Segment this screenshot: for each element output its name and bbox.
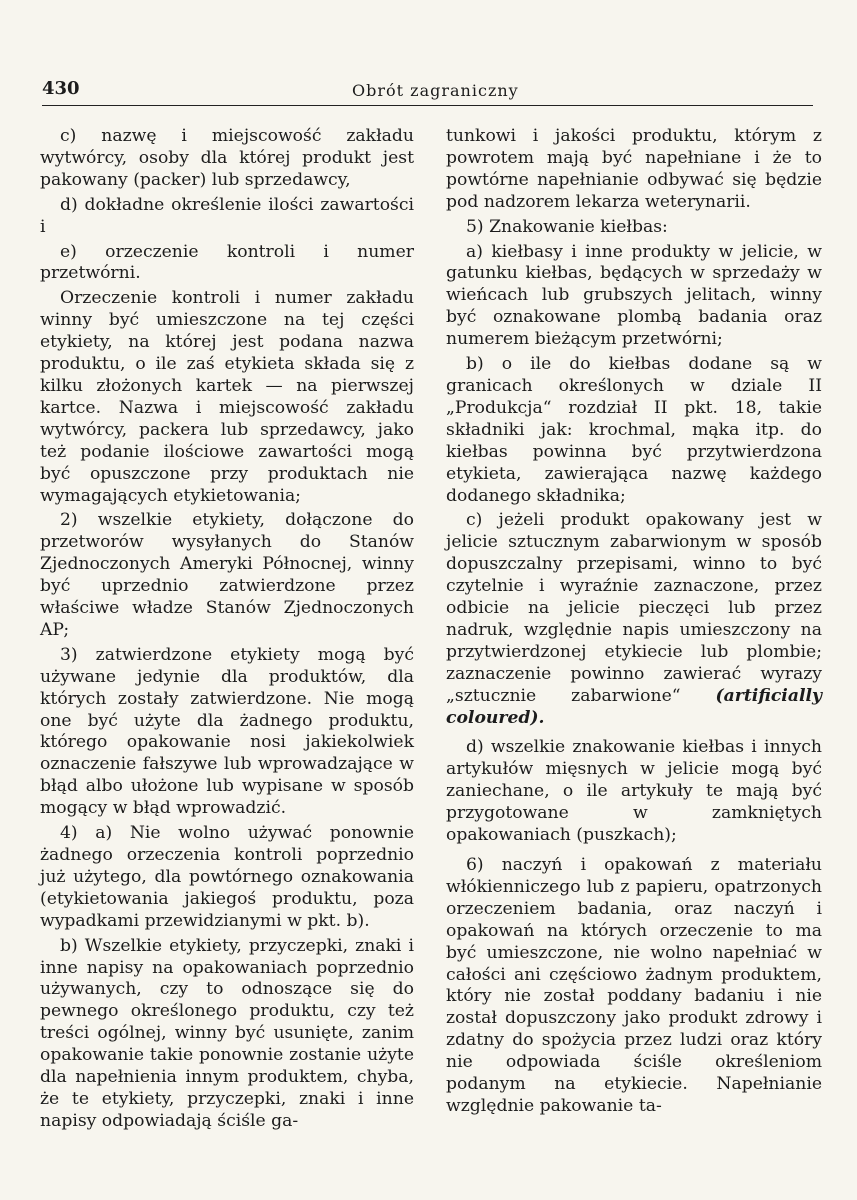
paragraph-continuation: tunkowi i jakości produktu, którym z powrotem mają być napełniane i że to powtórne napełnianie odbywać się będzie pod nadzorem lekarza weterynarii. [446, 126, 822, 212]
paragraph-point-5a: a) kiełbasy i inne produkty w jelicie, w gatunku kiełbas, będących w sprzedaży w wieńcach lub grubszych jelitach, winny być oznakowane plombą badania oraz numerem bieżącym przetwórni; [446, 241, 822, 350]
paragraph-point-5d: d) wszelkie znakowanie kiełbas i innych artykułów mięsnych w jelicie mogą być zaniechane, o ile artykuły te mają być przygotowane w zamkniętych opakowaniach (puszkach); [446, 737, 822, 846]
header-rule [42, 105, 813, 106]
paragraph-point-4a: 4) a) Nie wolno używać ponownie żadnego orzeczenia kontroli poprzednio już użytego, dla powtórnego oznakowania (etykietowania jakiegoś produktu, poza wypadkami przewidzianymi w pkt. b). [40, 823, 414, 931]
running-title: Obrót zagraniczny [352, 81, 519, 100]
paragraph-point-5c-text: c) jeżeli produkt opakowany jest w jelicie sztucznym zabarwionym w sposób dopuszczalny przepisami, winno to być czytelnie i wyraźnie zaznaczone, przez odbicie na jelicie pieczęci lub przez nadruk, względnie napis umieszczony na przytwierdzonej etykiecie lub plombie; zaznaczenie powinno zawierać wyrazy „sztucznie zabarwione“ [446, 510, 822, 706]
paragraph-point-6: 6) naczyń i opakowań z materiału włókienniczego lub z papieru, opatrzonych orzeczeniem badania, oraz naczyń i opakowań na których orzeczenie to ma być umieszczone, nie wolno napełniać w całości ani częściowo żadnym produktem, który nie został poddany badaniu i nie został dopuszczony jako produkt zdrowy i zdatny do spożycia przez ludzi oraz który nie odpowiada ściśle określeniom podanym na etykiecie. Napełnianie względnie pakowanie ta- [446, 855, 822, 1116]
paragraph-item-e: e) orzeczenie kontroli i numer przetwórni. [40, 241, 414, 284]
paragraph-item-d: d) dokładne określenie ilości zawartości i [40, 194, 414, 237]
paragraph-point-3: 3) zatwierdzone etykiety mogą być używane jedynie dla produktów, dla których zostały zatwierdzone. Nie mogą one być użyte dla żadnego produktu, którego opakowanie nosi jakiekolwiek oznaczenie fałszywe lub wprowadzające w błąd albo ułożone lub wypisane w sposób mogący w błąd wprowadzić. [40, 644, 414, 819]
page-header [42, 78, 813, 108]
paragraph-point-5b: b) o ile do kiełbas dodane są w granicach określonych w dziale II „Produkcja“ rozdział II pkt. 18, takie składniki jak: krochmal, mąka itp. do kiełbas powinna być przytwierdzona etykieta, zawierająca nazwę każdego dodanego składnika; [446, 354, 822, 506]
right-column [446, 126, 822, 1121]
english-term: (artificially coloured). [446, 685, 822, 728]
paragraph-point-2: 2) wszelkie etykiety, dołączone do przetworów wysyłanych do Stanów Zjednoczonych Ameryki Północnej, winny być uprzednio zatwierdzone przez właściwe władze Stanów Zjednoczonych AP; [40, 510, 414, 640]
paragraph-point-4b: b) Wszelkie etykiety, przyczepki, znaki i inne napisy na opakowaniach poprzednio używanych, czy to odnoszące się do pewnego określonego produktu, czy też treści ogólnej, winny być usunięte, zanim opakowanie takie ponownie zostanie użyte dla napełnienia innym produktem, chyba, że te etykiety, przyczepki, znaki i inne napisy odpowiadają ściśle ga- [40, 935, 414, 1131]
paragraph-point-5: 5) Znakowanie kiełbas: [466, 216, 668, 237]
paragraph-orzeczenie: Orzeczenie kontroli i numer zakładu winny być umieszczone na tej części etykiety, na której jest podana nazwa produktu, o ile zaś etykieta składa się z kilku złożonych kartek — na pierwszej kartce. Nazwa i miejscowość zakładu wytwórcy, packera lub sprzedawcy, jako też podanie ilościowe zawartości mogą być opuszczone przy produktach nie wymagających etykietowania; [40, 288, 414, 506]
page-number: 430 [42, 78, 80, 99]
paragraph-item-c: c) nazwę i miejscowość zakładu wytwórcy, osoby dla której produkt jest pakowany (packer) lub sprzedawcy, [40, 126, 414, 190]
paragraph-point-5c [446, 510, 822, 729]
left-column [40, 126, 414, 1136]
